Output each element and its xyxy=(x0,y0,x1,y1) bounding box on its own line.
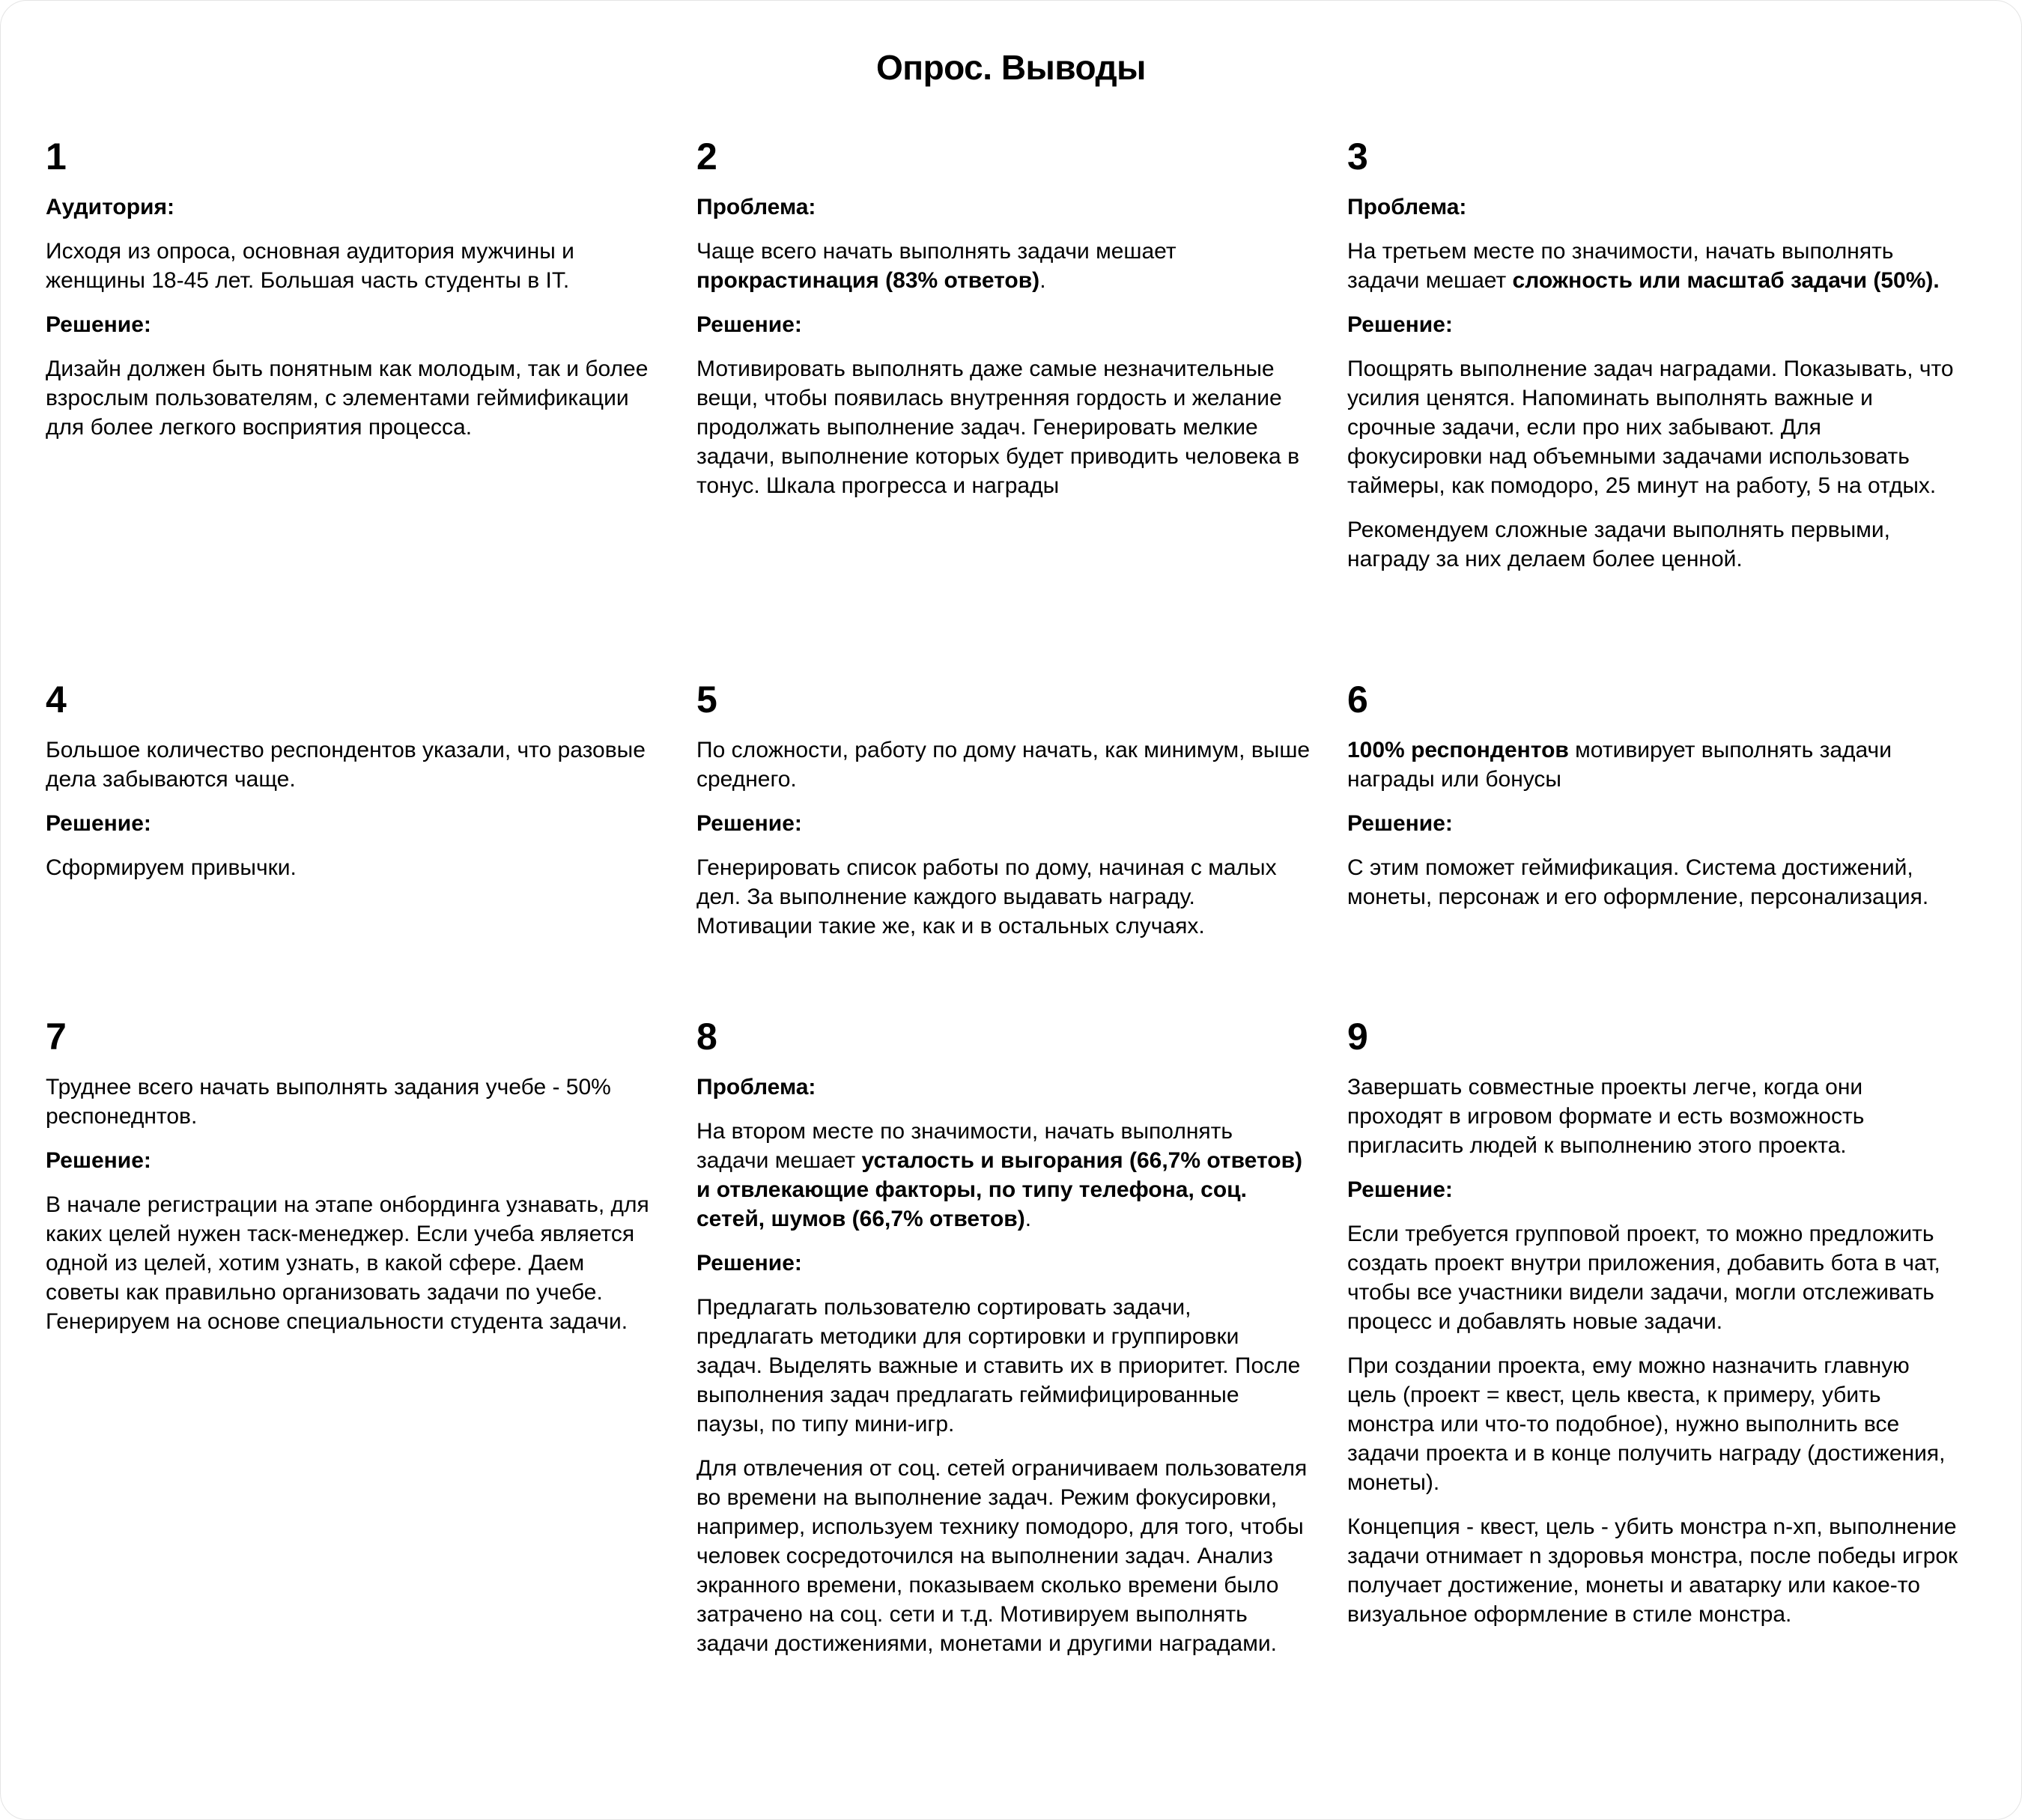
body-text: Сформируем привычки. xyxy=(46,855,297,880)
body-text: По сложности, работу по дому начать, как минимум, выше среднего. xyxy=(696,738,1311,792)
card-paragraph xyxy=(696,853,1311,941)
card-paragraph xyxy=(46,354,660,442)
card-number: 7 xyxy=(46,1016,67,1058)
body-text: Если требуется групповой проект, то можно предложить создать проект внутри приложения, добавить бота в чат, чтобы все участники видели задачи, могли отслеживать процесс и добавлять новые задачи. xyxy=(1347,1222,1940,1334)
solution-label: Решение: xyxy=(46,312,151,337)
card-paragraph xyxy=(696,1117,1311,1234)
card-paragraph xyxy=(696,354,1311,500)
solution-label: Решение: xyxy=(1347,811,1453,836)
solution-label: Решение: xyxy=(46,811,151,836)
card-number: 9 xyxy=(1347,1016,1368,1058)
card-number: 2 xyxy=(696,136,717,178)
solution-label: Решение: xyxy=(1347,1177,1453,1202)
body-text: Мотивировать выполнять даже самые незначительные вещи, чтобы появилась внутренняя гордость и желание продолжать выполнение задач. Генерировать мелкие задачи, выполнение которых будет приводить человека в тонус. Шкала прогресса и награды xyxy=(696,357,1300,498)
body-text: мотивирует выполнять задачи награды или бонусы xyxy=(1347,738,1892,792)
card-paragraph xyxy=(1347,1219,1961,1336)
body-text: При создании проекта, ему можно назначить главную цель (проект = квест, цель квеста, к примеру, убить монстра или что-то подобное), нужно выполнить все задачи проекта и в конце получить награду (достижения, монеты). xyxy=(1347,1353,1946,1495)
card-paragraph xyxy=(696,1454,1311,1658)
body-text: Дизайн должен быть понятным как молодым, так и более взрослым пользователям, с элементами геймификации для более легкого восприятия процесса. xyxy=(46,357,649,440)
body-text: Исходя из опроса, основная аудитория мужчины и женщины 18-45 лет. Большая часть студенты в IT. xyxy=(46,239,574,293)
card-paragraph xyxy=(696,1293,1311,1439)
body-text: Чаще всего начать выполнять задачи мешает xyxy=(696,239,1177,264)
body-text: Труднее всего начать выполнять задания учебе - 50% респонеднтов. xyxy=(46,1075,611,1129)
card-paragraph xyxy=(1347,515,1961,574)
audience-label: Аудитория: xyxy=(46,195,174,219)
conclusion-card-9 xyxy=(1347,1016,1961,1644)
card-paragraph xyxy=(46,1190,660,1336)
conclusion-card-2 xyxy=(696,136,1311,515)
card-paragraph xyxy=(1347,354,1961,500)
card-paragraph xyxy=(46,735,660,794)
card-paragraph xyxy=(1347,735,1961,794)
card-paragraph xyxy=(1347,1512,1961,1629)
conclusion-card-1 xyxy=(46,136,660,457)
card-paragraph xyxy=(696,237,1311,295)
conclusion-card-4 xyxy=(46,679,660,897)
body-text: . xyxy=(1039,268,1046,293)
solution-label: Решение: xyxy=(696,1251,802,1275)
card-number: 5 xyxy=(696,679,717,721)
card-paragraph xyxy=(46,237,660,295)
page-title: Опрос. Выводы xyxy=(876,48,1146,87)
emphasis-text: сложность или масштаб задачи (50%). xyxy=(1512,268,1940,293)
body-text: Большое количество респондентов указали, что разовые дела забываются чаще. xyxy=(46,738,646,792)
card-number: 8 xyxy=(696,1016,717,1058)
card-number: 6 xyxy=(1347,679,1368,721)
body-text: Для отвлечения от соц. сетей ограничиваем пользователя во времени на выполнение задач. Режим фокусировки, например, используем технику помодоро, для того, чтобы человек сосредоточился на выполнении задач. Анализ экранного времени, показываем сколько времени было затрачено на соц. сети и т.д. Мотивируем выполнять задачи достижениями, монетами и другими наградами. xyxy=(696,1456,1308,1656)
conclusion-card-3 xyxy=(1347,136,1961,589)
card-paragraph xyxy=(1347,1073,1961,1160)
solution-label: Решение: xyxy=(696,811,802,836)
emphasis-text: усталость и выгорания (66,7% ответов) и отвлекающие факторы, по типу телефона, соц. сетей, шумов (66,7% ответов) xyxy=(696,1148,1303,1231)
body-text: В начале регистрации на этапе онбординга узнавать, для каких целей нужен таск-менеджер. Если учеба является одной из целей, хотим узнать, в какой сфере. Даем советы как правильно организовать задачи по учебе. Генерируем на основе специальности студента задачи. xyxy=(46,1192,649,1334)
card-paragraph xyxy=(1347,237,1961,295)
card-number: 4 xyxy=(46,679,67,721)
body-text: Предлагать пользователю сортировать задачи, предлагать методики для сортировки и группировки задач. Выделять важные и ставить их в приоритет. После выполнения задач предлагать геймифицированные паузы, по типу мини-игр. xyxy=(696,1295,1301,1437)
body-text: На втором месте по значимости, начать выполнять задачи мешает xyxy=(696,1119,1233,1173)
body-text: На третьем месте по значимости, начать выполнять задачи мешает xyxy=(1347,239,1894,293)
card-paragraph xyxy=(1347,853,1961,911)
body-text: Завершать совместные проекты легче, когда они проходят в игровом формате и есть возможность пригласить людей к выполнению этого проекта. xyxy=(1347,1075,1865,1158)
emphasis-text: 100% респондентов xyxy=(1347,738,1569,762)
conclusion-card-8 xyxy=(696,1016,1311,1673)
card-paragraph xyxy=(46,853,660,882)
emphasis-text: прокрастинация (83% ответов) xyxy=(696,268,1040,293)
body-text: Поощрять выполнение задач наградами. Показывать, что усилия ценятся. Напоминать выполнять важные и срочные задачи, если про них забывают. Для фокусировки над объемными задачами использовать таймеры, как помодоро, 25 минут на работу, 5 на отдых. xyxy=(1347,357,1954,498)
card-paragraph xyxy=(46,1073,660,1131)
conclusion-card-6 xyxy=(1347,679,1961,926)
body-text: С этим поможет геймификация. Система достижений, монеты, персонаж и его оформление, персонализация. xyxy=(1347,855,1929,909)
card-paragraph xyxy=(1347,1351,1961,1497)
card-paragraph xyxy=(696,735,1311,794)
problem-label: Проблема: xyxy=(696,195,816,219)
body-text: Генерировать список работы по дому, начиная с малых дел. За выполнение каждого выдавать награду. Мотивации такие же, как и в остальных случаях. xyxy=(696,855,1277,938)
problem-label: Проблема: xyxy=(1347,195,1467,219)
problem-label: Проблема: xyxy=(696,1075,816,1099)
body-text: . xyxy=(1024,1207,1032,1231)
solution-label: Решение: xyxy=(1347,312,1453,337)
body-text: Рекомендуем сложные задачи выполнять первыми, награду за них делаем более ценной. xyxy=(1347,518,1890,571)
card-number: 1 xyxy=(46,136,67,178)
solution-label: Решение: xyxy=(696,312,802,337)
body-text: Концепция - квест, цель - убить монстра n-хп, выполнение задачи отнимает n здоровья монстра, после победы игрок получает достижение, монеты и аватарку или какое-то визуальное оформление в стиле монстра. xyxy=(1347,1514,1958,1627)
card-number: 3 xyxy=(1347,136,1368,178)
solution-label: Решение: xyxy=(46,1148,151,1173)
conclusion-card-7 xyxy=(46,1016,660,1351)
conclusion-card-5 xyxy=(696,679,1311,956)
